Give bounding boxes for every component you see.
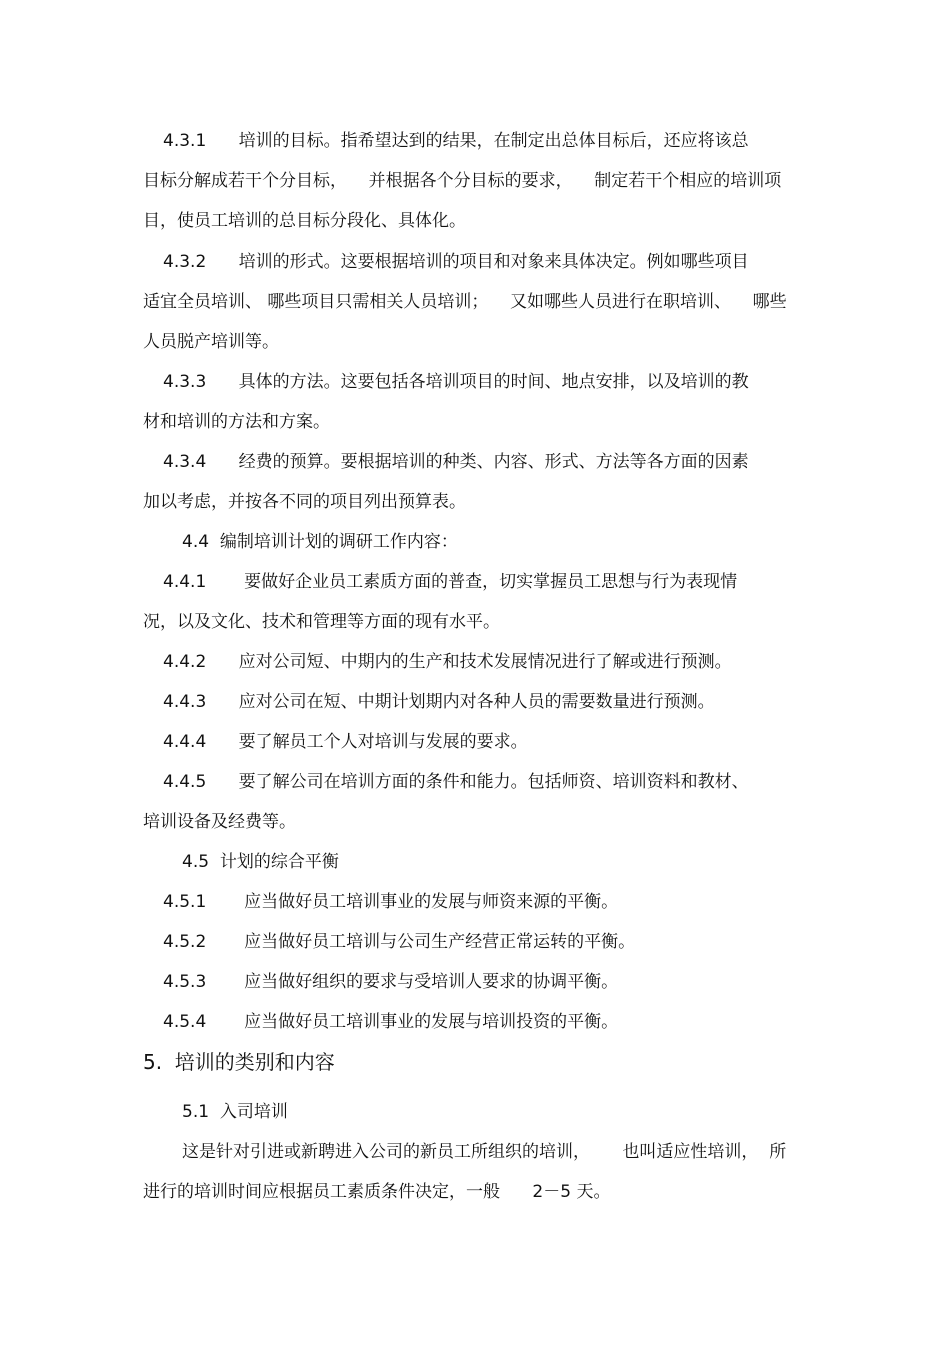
text-line: 4.3.4 经费的预算。要根据培训的种类、内容、形式、方法等各方面的因素 <box>163 452 749 472</box>
text-line: 4.5.1 应当做好员工培训事业的发展与师资来源的平衡。 <box>163 892 619 912</box>
text-line: 4.4.4 要了解员工个人对培训与发展的要求。 <box>163 732 528 752</box>
text-line: 适宜全员培训、 哪些项目只需相关人员培训； 又如哪些人员进行在职培训、 哪些 <box>143 292 787 312</box>
chapter-heading: 5. 培训的类别和内容 <box>143 1050 335 1074</box>
text-line: 4.5.4 应当做好员工培训事业的发展与培训投资的平衡。 <box>163 1012 619 1032</box>
text-line: 这是针对引进或新聘进入公司的新员工所组织的培训， 也叫适应性培训， 所 <box>182 1142 787 1162</box>
text-line: 4.5.2 应当做好员工培训与公司生产经营正常运转的平衡。 <box>163 932 636 952</box>
section-heading: 5.1 入司培训 <box>182 1102 288 1122</box>
text-line: 加以考虑，并按各不同的项目列出预算表。 <box>143 492 466 512</box>
text-line: 人员脱产培训等。 <box>143 332 279 352</box>
section-heading: 4.5 计划的综合平衡 <box>182 852 339 872</box>
text-line: 进行的培训时间应根据员工素质条件决定，一般 2－5 天。 <box>143 1182 611 1202</box>
text-line: 4.4.3 应对公司在短、中期计划期内对各种人员的需要数量进行预测。 <box>163 692 715 712</box>
text-line: 4.5.3 应当做好组织的要求与受培训人要求的协调平衡。 <box>163 972 619 992</box>
text-line: 4.4.2 应对公司短、中期内的生产和技术发展情况进行了解或进行预测。 <box>163 652 732 672</box>
text-line: 4.3.1 培训的目标。指希望达到的结果，在制定出总体目标后，还应将该总 <box>163 131 749 151</box>
text-line: 培训设备及经费等。 <box>143 812 296 832</box>
text-line: 目标分解成若干个分目标， 并根据各个分目标的要求， 制定若干个相应的培训项 <box>143 171 782 191</box>
text-line: 材和培训的方法和方案。 <box>143 412 330 432</box>
text-line: 4.3.2 培训的形式。这要根据培训的项目和对象来具体决定。例如哪些项目 <box>163 252 749 272</box>
text-line: 目，使员工培训的总目标分段化、具体化。 <box>143 211 466 231</box>
section-heading: 4.4 编制培训计划的调研工作内容： <box>182 532 458 552</box>
text-line: 况，以及文化、技术和管理等方面的现有水平。 <box>143 612 500 632</box>
text-line: 4.3.3 具体的方法。这要包括各培训项目的时间、地点安排，以及培训的教 <box>163 372 749 392</box>
text-line: 4.4.5 要了解公司在培训方面的条件和能力。包括师资、培训资料和教材、 <box>163 772 749 792</box>
text-line: 4.4.1 要做好企业员工素质方面的普查，切实掌握员工思想与行为表现情 <box>163 572 738 592</box>
